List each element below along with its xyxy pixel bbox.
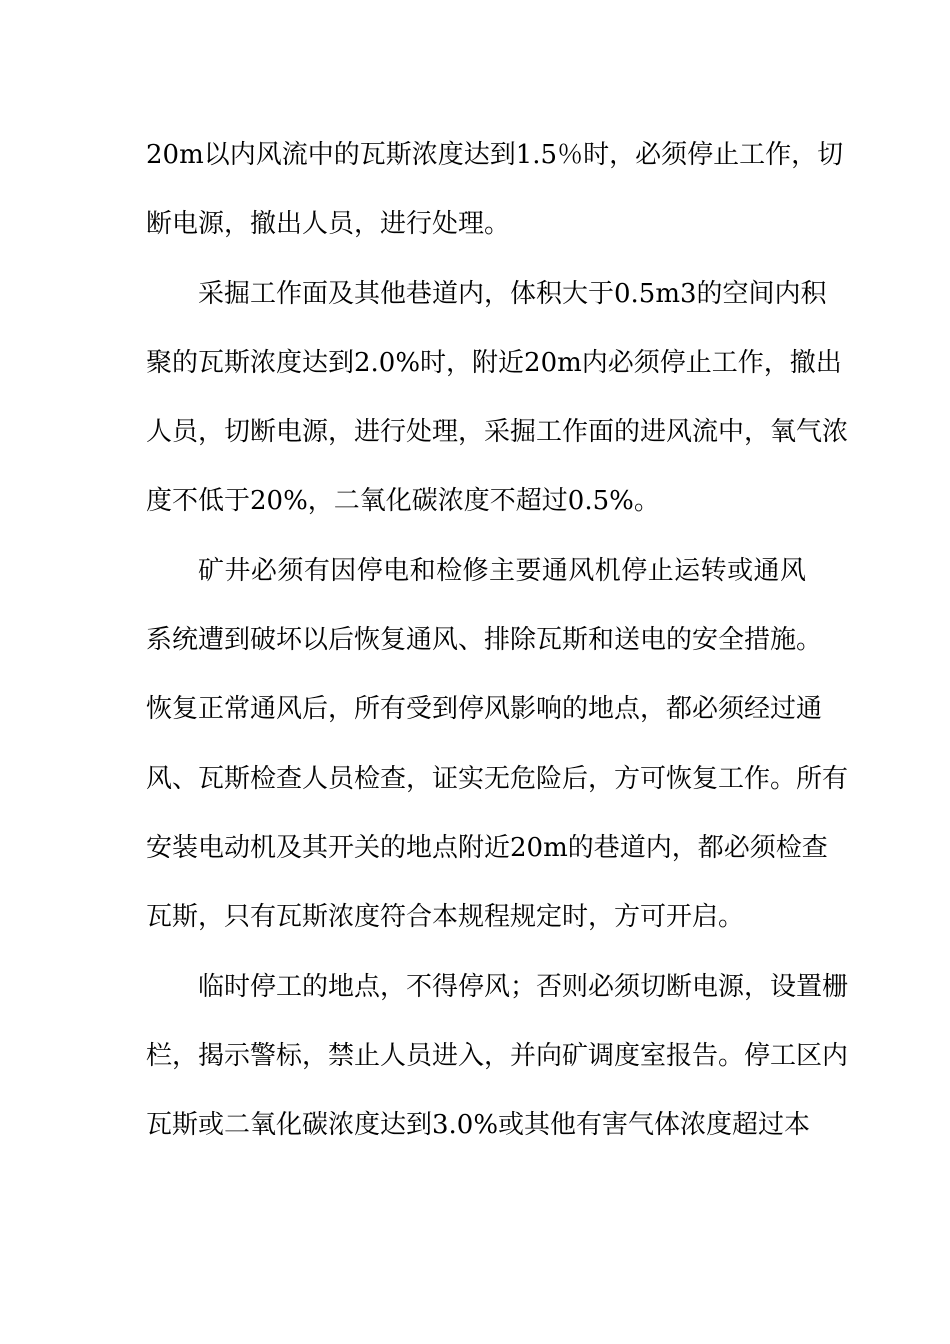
text-line: 采掘工作面及其他巷道内，体积大于0.5m3的空间内积 — [198, 278, 827, 309]
text-line: 聚的瓦斯浓度达到2.0%时，附近20m内必须停止工作，撤出 — [146, 347, 842, 378]
text-line: 20m以内风流中的瓦斯浓度达到1.5％时，必须停止工作，切 — [146, 140, 844, 170]
text-line: 栏，揭示警标，禁止人员进入，并向矿调度室报告。停工区内 — [146, 1040, 849, 1071]
text-line: 断电源，撤出人员，进行处理。 — [146, 209, 511, 240]
text-line: 矿井必须有因停电和检修主要通风机停止运转或通风 — [198, 555, 806, 586]
text-line: 系统遭到破坏以后恢复通风、排除瓦斯和送电的安全措施。 — [146, 625, 823, 656]
body-text — [146, 121, 849, 1160]
text-line: 瓦斯，只有瓦斯浓度符合本规程规定时，方可开启。 — [146, 902, 745, 933]
text-line: 风、瓦斯检查人员检查，证实无危险后，方可恢复工作。所有 — [146, 763, 849, 794]
text-line: 人员，切断电源，进行处理，采掘工作面的进风流中，氧气浓 — [146, 417, 849, 448]
text-line: 恢复正常通风后，所有受到停风影响的地点，都必须经过通 — [146, 694, 823, 725]
text-line: 度不低于20%，二氧化碳浓度不超过0.5%。 — [146, 486, 660, 517]
text-line: 安装电动机及其开关的地点附近20m的巷道内，都必须检查 — [146, 832, 828, 863]
text-line: 临时停工的地点，不得停风；否则必须切断电源，设置栅 — [198, 971, 849, 1002]
text-line: 瓦斯或二氧化碳浓度达到3.0%或其他有害气体浓度超过本 — [146, 1110, 811, 1141]
